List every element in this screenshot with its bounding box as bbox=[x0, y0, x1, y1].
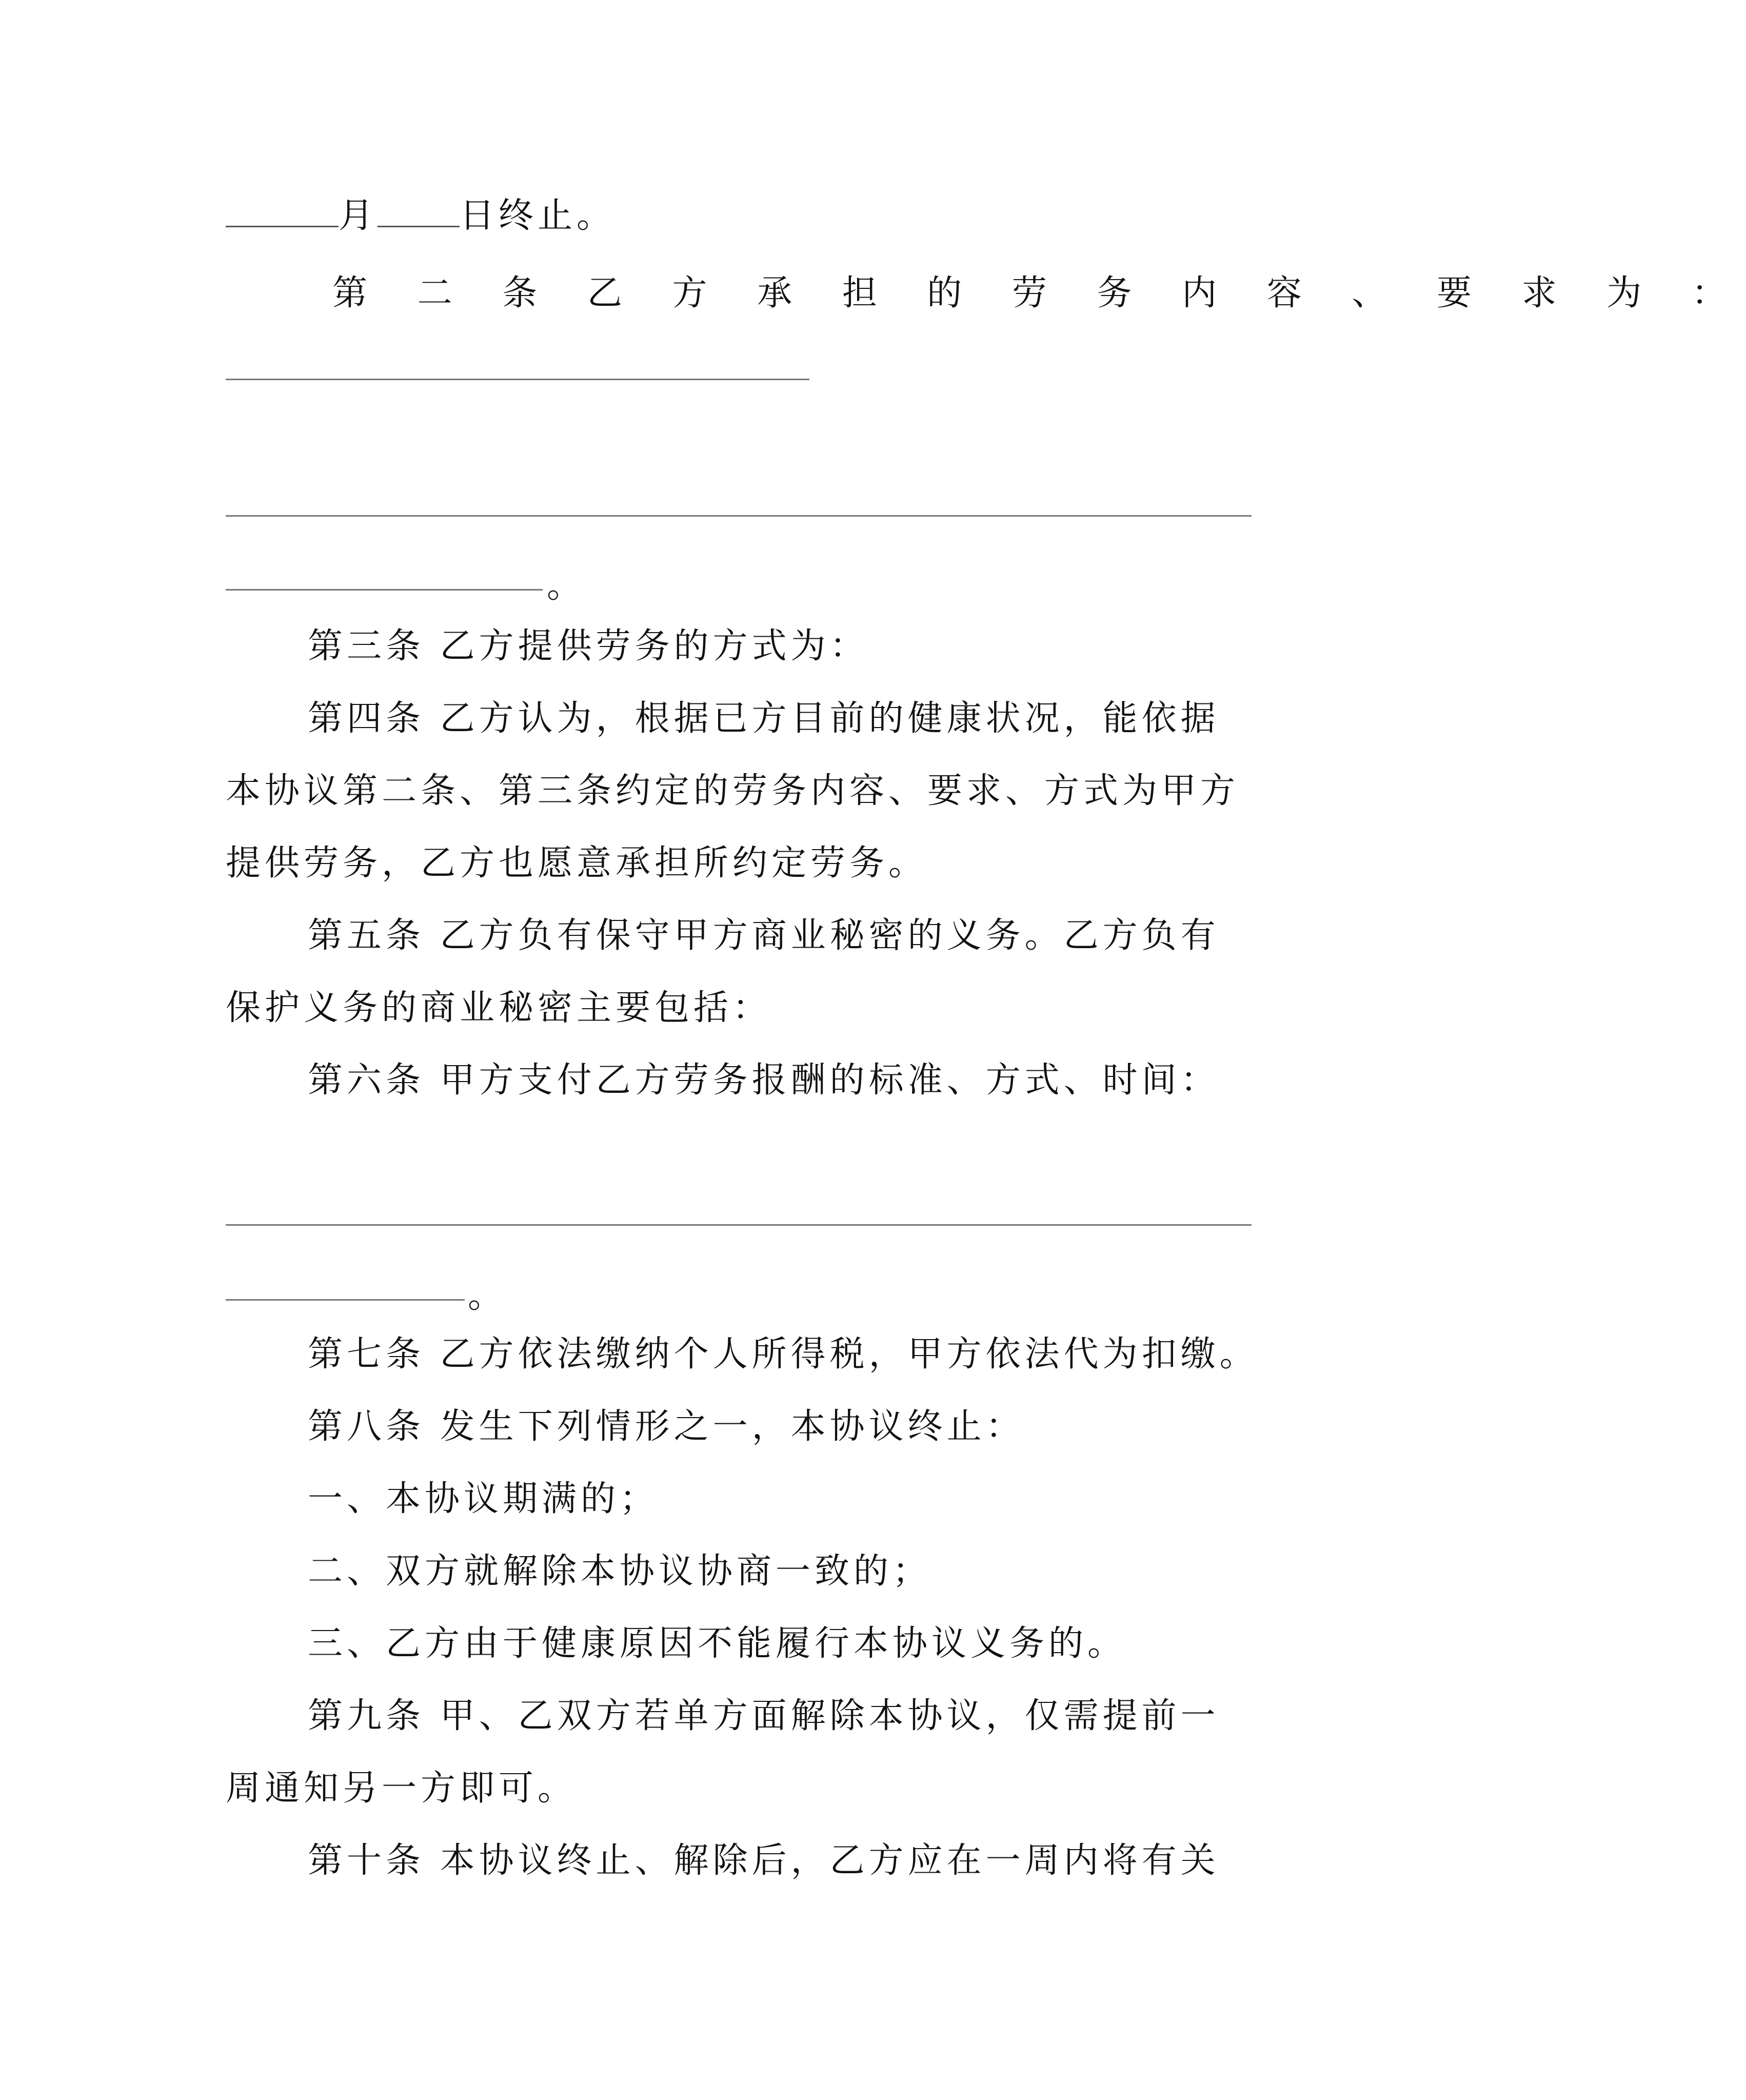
fill-in-rule bbox=[226, 515, 1252, 517]
article-8-item-2: 二、双方就解除本协议协商一致的； bbox=[308, 1551, 932, 1592]
article-5-line-1: 第五条 乙方负有保守甲方商业秘密的义务。乙方负有 bbox=[308, 915, 1220, 956]
article-6: 第六条 甲方支付乙方劳务报酬的标准、方式、时间： bbox=[308, 1060, 1220, 1101]
fill-in-rule bbox=[226, 1224, 1252, 1226]
period: 。 bbox=[468, 1275, 507, 1316]
article-9-line-1: 第九条 甲、乙双方若单方面解除本协议，仅需提前一 bbox=[308, 1696, 1220, 1736]
article-4-line-1: 第四条 乙方认为，根据已方目前的健康状况，能依据 bbox=[308, 698, 1220, 739]
article-2: 第 二 条 乙 方 承 担 的 劳 务 内 容 、 要 求 为 ： bbox=[332, 273, 1746, 313]
day-end-label: 日终止。 bbox=[460, 195, 616, 236]
article-10: 第十条 本协议终止、解除后，乙方应在一周内将有关 bbox=[308, 1840, 1220, 1881]
article-4-line-2: 本协议第二条、第三条约定的劳务内容、要求、方式为甲方 bbox=[226, 771, 1240, 811]
article-8: 第八条 发生下列情形之一，本协议终止： bbox=[308, 1406, 1025, 1447]
article-5-line-2: 保护义务的商业秘密主要包括： bbox=[226, 988, 772, 1028]
term-end-line bbox=[226, 193, 616, 238]
article-9-line-2: 周通知另一方即可。 bbox=[226, 1768, 577, 1809]
blank-field bbox=[226, 193, 339, 227]
fill-in-rule bbox=[226, 1299, 465, 1301]
article-8-item-1: 一、本协议期满的； bbox=[308, 1479, 659, 1519]
fill-in-rule bbox=[226, 379, 809, 380]
article-3: 第三条 乙方提供劳务的方式为： bbox=[308, 626, 869, 666]
month-label: 月 bbox=[339, 195, 378, 236]
period: 。 bbox=[547, 565, 586, 606]
article-7: 第七条 乙方依法缴纳个人所得税，甲方依法代为扣缴。 bbox=[308, 1334, 1259, 1375]
blank-field bbox=[378, 193, 460, 227]
fill-in-rule bbox=[226, 589, 543, 591]
article-8-item-3: 三、乙方由于健康原因不能履行本协议义务的。 bbox=[308, 1623, 1127, 1664]
article-4-line-3: 提供劳务，乙方也愿意承担所约定劳务。 bbox=[226, 843, 928, 884]
